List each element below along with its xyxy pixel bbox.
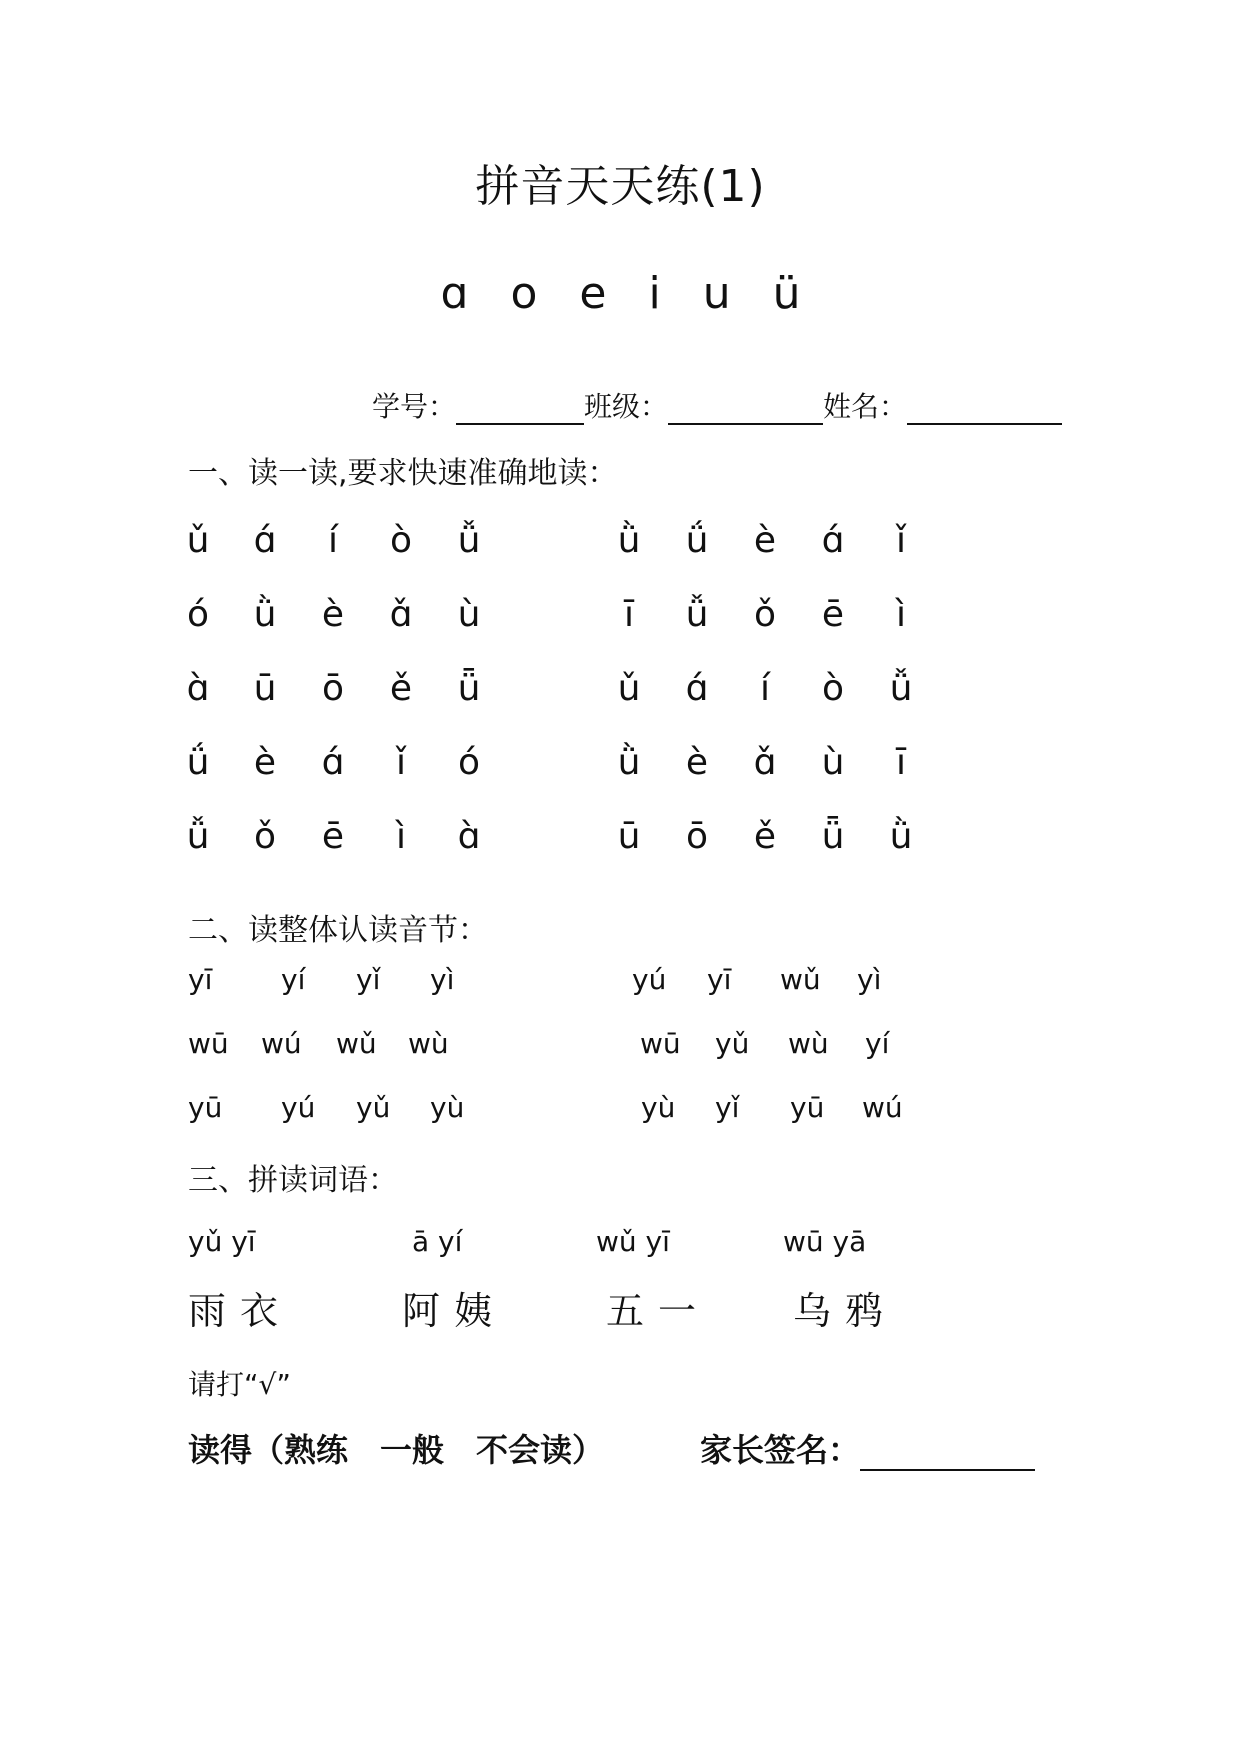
syllable-cell: wú [862,1091,903,1124]
tone-cell: ǒ [253,816,277,857]
tone-cell: è [321,594,345,635]
tone-cell: è [685,742,709,783]
tone-cell: ě [389,668,413,709]
syllable-cell: yù [430,1091,465,1124]
syllable-cell: yī [707,963,732,996]
class-field[interactable] [668,397,823,425]
syllable-cell: wù [788,1027,829,1060]
tone-cell: ɑ́ [253,520,277,561]
tone-cell: ū [253,668,277,709]
syllable-cell: yú [632,963,667,996]
tone-cell: ɑ̀ [186,668,210,709]
page-title: 拼音天天练(1) [475,161,766,212]
section3-heading: 三、拼读词语： [188,1163,398,1198]
tone-cell: ɑ́ [321,742,345,783]
tone-cell: í [759,668,770,709]
parent-sign-label: 家长签名： [700,1431,861,1469]
name-field[interactable] [907,397,1062,425]
tone-cell: ǐ [895,520,906,561]
syllable-cell: wū [640,1027,681,1060]
word-hanzi: 五一 [606,1289,711,1333]
tone-cell: ě [753,816,777,857]
word-pinyin: ā yí [412,1225,463,1258]
word-hanzi: 乌鸦 [793,1289,898,1333]
syllable-cell: yǔ [715,1027,750,1060]
tone-cell: ù [821,742,845,783]
tone-cell: ɑ̌ [389,594,413,635]
vowel: u [702,268,731,319]
syllable-cell: yí [865,1027,890,1060]
word-pinyin: wū yā [783,1225,867,1258]
student-no-label: 学号： [372,390,457,423]
tone-cell: ō [685,816,709,857]
name-label: 姓名： [823,390,908,423]
tone-cell: ǔ [617,668,641,709]
syllable-cell: yǐ [715,1091,740,1124]
syllable-cell: yì [857,963,882,996]
class-label: 班级： [584,390,669,423]
tone-cell: ǒ [753,594,777,635]
tone-cell: ò [389,520,413,561]
syllable-cell: yú [281,1091,316,1124]
tone-cell: ū [617,816,641,857]
syllable-cell: wǔ [780,963,821,996]
tone-cell: ī [895,742,906,783]
tone-cell: ì [895,594,906,635]
tone-cell: ǖ [821,816,845,857]
tone-cell: ù [457,594,481,635]
tone-cell: ē [821,594,845,635]
vowel-list [0,268,1241,319]
word-hanzi: 雨衣 [188,1289,293,1333]
tone-cell: ɑ́ [685,668,709,709]
tone-cell: è [753,520,777,561]
word-pinyin: wǔ yī [596,1225,670,1258]
parent-signature [700,1425,1035,1471]
tick-instruction: 请打“√” [188,1368,291,1401]
tone-cell: ɑ́ [821,520,845,561]
tone-cell: ǘ [685,520,709,561]
vowel: ɑ [440,268,469,319]
syllable-cell: yù [641,1091,676,1124]
tone-cell: è [253,742,277,783]
parent-sign-field[interactable] [860,1443,1035,1471]
tone-cell: ǘ [186,742,210,783]
syllable-cell: yí [281,963,306,996]
tone-cell: ǐ [395,742,406,783]
section1-heading: 一、读一读,要求快速准确地读： [188,456,618,491]
tone-cell: ǚ [186,816,210,857]
tone-cell: ǜ [253,594,277,635]
syllable-cell: wǔ [336,1027,377,1060]
tone-cell: ǜ [617,520,641,561]
tone-cell: ó [457,742,481,783]
tone-cell: ǔ [186,520,210,561]
tone-cell: ǚ [457,520,481,561]
syllable-cell: wù [408,1027,449,1060]
word-hanzi: 阿姨 [402,1289,507,1333]
tone-cell: ó [186,594,210,635]
syllable-cell: wū [188,1027,229,1060]
syllable-cell: wú [261,1027,302,1060]
syllable-cell: yì [430,963,455,996]
tone-cell: ǜ [889,816,913,857]
tone-cell: ɑ̀ [457,816,481,857]
syllable-cell: yǔ [356,1091,391,1124]
tone-cell: ǜ [617,742,641,783]
section2-heading: 二、读整体认读音节： [188,913,488,948]
reading-level-label: 读得（熟练 一般 不会读） [188,1431,605,1469]
tone-cell: í [327,520,338,561]
tone-cell: ì [395,816,406,857]
word-pinyin: yǔ yī [188,1225,256,1258]
tone-cell: ī [623,594,634,635]
student-info [372,385,1062,425]
vowel: ü [772,268,801,319]
syllable-cell: yǐ [356,963,381,996]
tone-cell: ò [821,668,845,709]
syllable-cell: yū [188,1091,223,1124]
tone-cell: ō [321,668,345,709]
tone-cell: ǖ [457,668,481,709]
syllable-cell: yī [188,963,213,996]
student-no-field[interactable] [456,397,584,425]
tone-cell: ǚ [889,668,913,709]
tone-cell: ē [321,816,345,857]
vowel: i [648,268,661,319]
vowel: o [510,268,538,319]
syllable-cell: yū [790,1091,825,1124]
tone-cell: ɑ̌ [753,742,777,783]
tone-cell: ǚ [685,594,709,635]
vowel: e [579,268,607,319]
